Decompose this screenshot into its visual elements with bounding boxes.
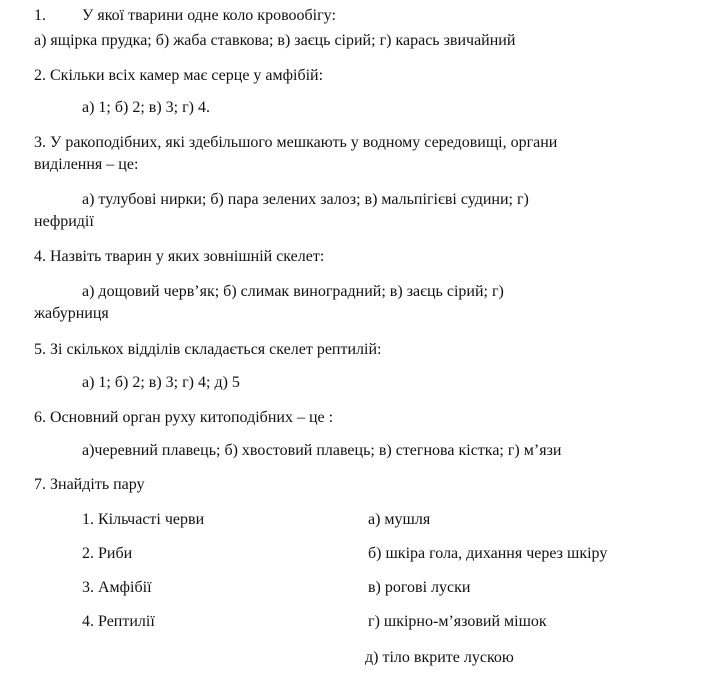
question-2-choices: а) 1; б) 2; в) 3; г) 4. [82,99,211,116]
match-right-item: г) шкірно-м’язовий мішок [368,613,547,630]
question-3-choices: а) тулубові нирки; б) пара зелених залоз; в) мальпігієві судини; г) [82,191,529,208]
question-1-choices: а) ящірка прудка; б) жаба ставкова; в) заєць сірий; г) карась звичайний [34,32,516,49]
match-right-item: а) мушля [368,511,431,528]
match-left-item: 1. Кільчасті черви [82,511,205,528]
question-3-text-cont: виділення – це: [34,156,139,173]
question-1-number: 1. [34,7,46,24]
question-3-text: 3. У ракоподібних, які здебільшого мешкають у водному середовищі, органи [34,134,558,151]
match-right-item: д) тіло вкрите лускою [365,649,514,666]
question-5-choices: а) 1; б) 2; в) 3; г) 4; д) 5 [82,374,240,391]
question-5-text: 5. Зі скількох відділів складається скелет рептилій: [34,341,382,358]
question-4-choices: а) дощовий черв’як; б) слимак виноградний; в) заєць сірий; г) [82,283,504,300]
question-6-text: 6. Основний орган руху китоподібних – це : [34,409,334,426]
question-7-text: 7. Знайдіть пару [34,476,145,493]
question-4-text: 4. Назвіть тварин у яких зовнішній скелет: [34,248,325,265]
match-left-item: 3. Амфібії [82,579,152,596]
question-4-choices-cont: жабурниця [34,305,109,322]
question-3-choices-cont: нефридії [34,213,94,230]
match-left-item: 2. Риби [82,545,133,562]
question-6-choices: а)черевний плавець; б) хвостовий плавець; в) стегнова кістка; г) м’язи [82,442,562,459]
match-right-item: в) рогові луски [368,579,471,596]
question-2-text: 2. Скільки всіх камер має серце у амфібій: [34,67,324,84]
match-right-item: б) шкіра гола, дихання через шкіру [368,545,608,562]
match-left-item: 4. Рептилії [82,613,155,630]
question-1-text: У якої тварини одне коло кровообігу: [82,7,336,24]
